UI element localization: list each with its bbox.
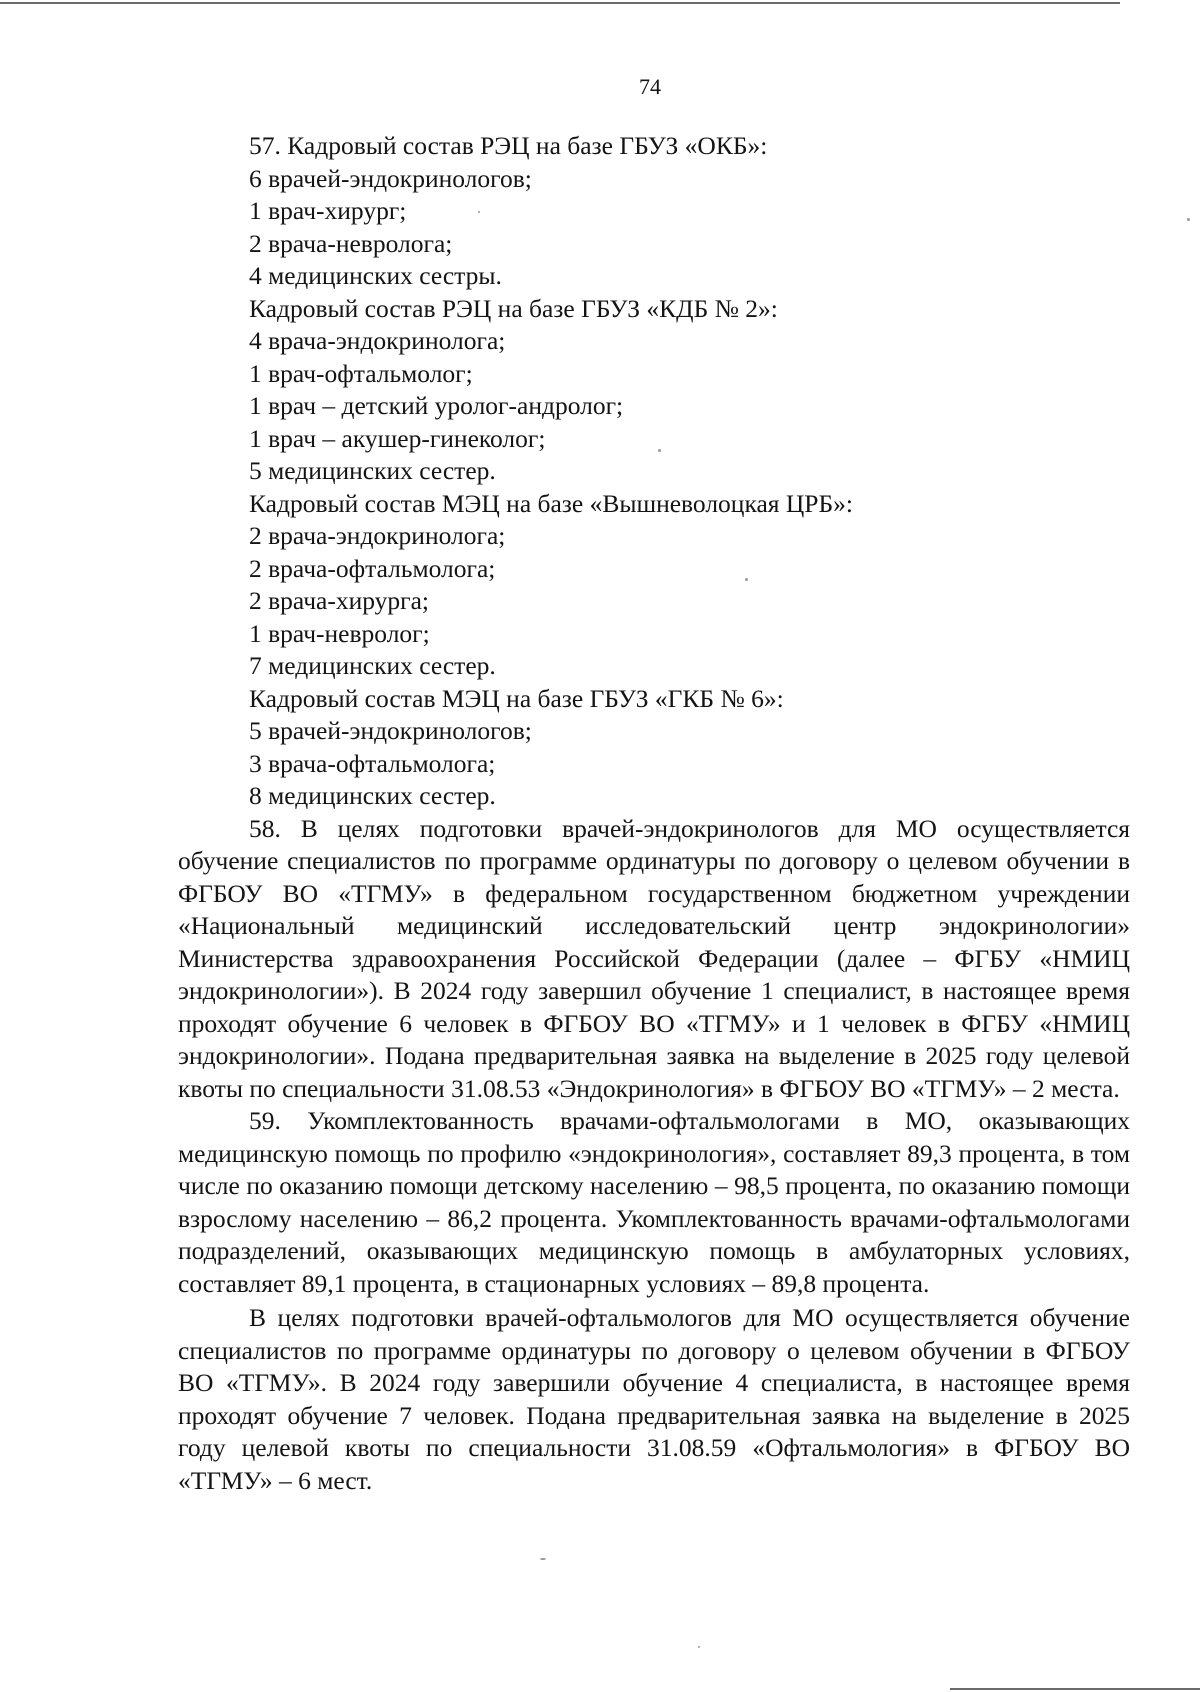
- list-item: 2 врача-офтальмолога;: [249, 553, 496, 583]
- scan-edge-bottom: [950, 1688, 1200, 1690]
- paragraph-58: 58. В целях подготовки врачей-эндокринологов для МО осуществляется обучение специалистов по программе ординатуры по договору о целевом обучении в ФГБОУ ВО «ТГМУ» в федеральном государственном бюджетном учреждении «Национальный медицинский исследовательский центр эндокринологии» Министерства здравоохранения Российской Федерации (далее – ФГБУ «НМИЦ эндокринологии»). В 2024 году завершил обучение 1 специалист, в настоящее время проходят обучение 6 человек в ФГБОУ ВО «ТГМУ» и 1 человек в ФГБУ «НМИЦ эндокринологии». Подана предварительная заявка на выделение в 2025 году целевой квоты по специальности 31.08.53 «Эндокринология» в ФГБОУ ВО «ТГМУ» – 2 места.: [178, 813, 1130, 1103]
- list-item: 5 медицинских сестер.: [249, 456, 496, 485]
- list-item: 2 врача-невролога;: [249, 228, 453, 258]
- staff-heading-gkb6: Кадровый состав МЭЦ на базе ГБУЗ «ГКБ № 6»:: [249, 683, 784, 713]
- list-item: 4 медицинских сестры.: [249, 261, 502, 290]
- paragraph-ophthalmology-training: В целях подготовки врачей-офтальмологов для МО осуществляется обучение специалистов по программе ординатуры по договору о целевом обучении в ФГБОУ ВО «ТГМУ». В 2024 году завершили обучение 4 специалиста, в настоящее время проходят обучение 7 человек. Подана предварительная заявка на выделение в 2025 году целевой квоты по специальности 31.08.59 «Офтальмология» в ФГБОУ ВО «ТГМУ» – 6 мест.: [178, 1303, 1130, 1495]
- staff-heading-kdb: Кадровый состав РЭЦ на базе ГБУЗ «КДБ № 2»:: [249, 293, 778, 323]
- list-item: 1 врач-хирург;: [249, 196, 407, 225]
- list-item: 1 врач-офтальмолог;: [249, 358, 473, 388]
- list-item: 5 врачей-эндокринологов;: [249, 716, 532, 745]
- list-item: 1 врач – акушер-гинеколог;: [249, 423, 546, 453]
- scan-speck: [698, 1646, 700, 1648]
- list-item: 4 врача-эндокринолога;: [249, 326, 506, 355]
- paragraph-59: 59. Укомплектованность врачами-офтальмологами в МО, оказывающих медицинскую помощь по профилю «эндокринология», составляет 89,3 процента, в том числе по оказанию помощи детскому населению – 98,5 процента, по оказанию помощи взрослому населению – 86,2 процента. Укомплектованность врачами-офтальмологами подразделений, оказывающих медицинскую помощь в амбулаторных условиях, составляет 89,1 процента, в стационарных условиях – 89,8 процента.: [178, 1106, 1130, 1298]
- scan-speck: [658, 449, 661, 452]
- list-item: 2 врача-хирурга;: [249, 586, 430, 615]
- scan-speck: [540, 1558, 546, 1560]
- scan-speck: [745, 578, 748, 581]
- page-number: 74: [639, 74, 661, 99]
- list-item: 2 врача-эндокринолога;: [249, 521, 506, 550]
- item-57-heading: 57. Кадровый состав РЭЦ на базе ГБУЗ «ОКБ»:: [249, 131, 768, 160]
- document-body: [178, 130, 1130, 1497]
- list-item: 6 врачей-эндокринологов;: [249, 163, 532, 193]
- list-item: 1 врач-невролог;: [249, 618, 430, 648]
- list-item: 7 медицинских сестер.: [249, 651, 496, 680]
- scan-speck: [478, 211, 480, 213]
- scan-speck: [1187, 218, 1190, 221]
- staff-heading-vyshnevolotskaya: Кадровый состав МЭЦ на базе «Вышневолоцкая ЦРБ»:: [249, 488, 853, 518]
- scan-edge-top: [0, 2, 1120, 4]
- list-item: 1 врач – детский уролог-андролог;: [249, 391, 624, 420]
- list-item: 8 медицинских сестер.: [249, 781, 496, 810]
- list-item: 3 врача-офтальмолога;: [249, 748, 496, 778]
